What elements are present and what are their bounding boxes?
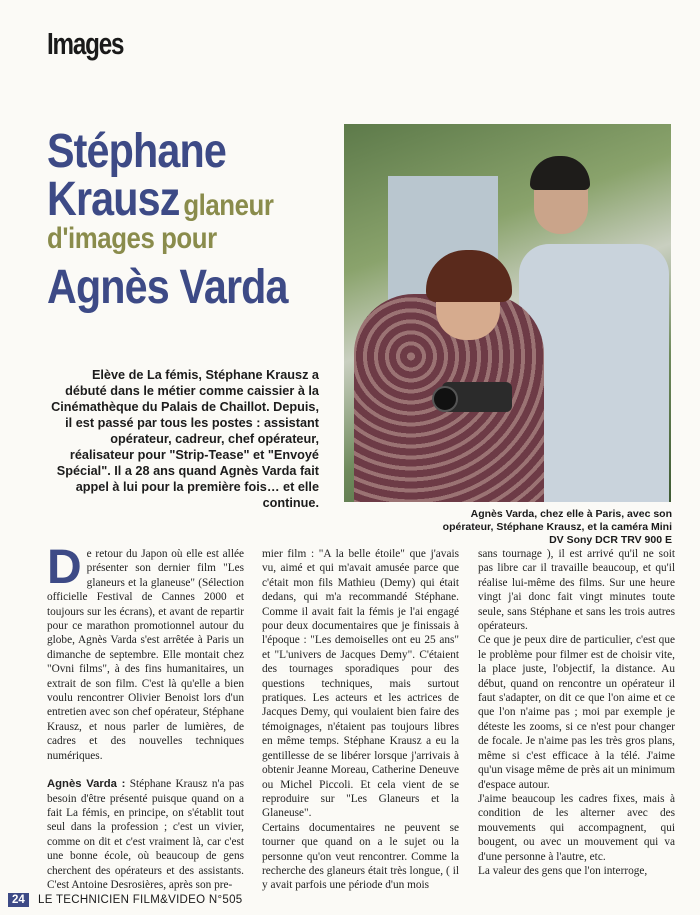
article-title xyxy=(47,125,305,314)
section-heading: Images xyxy=(47,26,124,61)
page-footer xyxy=(0,890,700,915)
article-column-2 xyxy=(262,547,459,893)
article-paragraph-3-cont: sans tournage ), il est arrivé qu'il ne soit pas libre car il travaille beaucoup, et qu'il réalise lui-même des films. Sur une heure vingt j'ai donc fait vingt minutes toute seule, sans Stéphane et sans les trois autres opérateurs. xyxy=(478,548,675,633)
article-paragraph-2-cont: mier film : "A la belle étoile" que j'avais vu, aimé et qui m'avait amusée parce que c'était mon fils Mathieu (Demy) qui était dedans, qui m'a recommandé Stéphane. Comme il avait fait la fémis je l'ai engagé pour deux documentaires que je finissais à l'époque : "Les demoiselles ont eu 25 ans" et "L'univers de Jacques Demy". C'étaient des tournages sporadiques pour des questions techniques, mais surtout pratiques. Les acteurs et les actrices de Jacques Demy, qui voulaient bien faire des témoignages, n'étaient pas toujours libres en même temps. Stéphane Krausz a eu la gentillesse de se libérer lorsque j'arrivais à obtenir Jeanne Moreau, Catherine Deneuve ou Michel Piccoli. Et cela vient de se reproduire sur "Les Glaneurs et la Glaneuse". xyxy=(262,548,459,820)
magazine-name: LE TECHNICIEN FILM&VIDEO N°505 xyxy=(38,894,243,906)
title-line-2-suffix: glaneur xyxy=(183,189,274,222)
article-photo xyxy=(344,124,671,502)
title-line-3: d'images pour xyxy=(47,222,217,255)
article-paragraph-1: De retour du Japon où elle est allée présenter son dernier film "Les glaneurs et la glaneuse" (Sélection officielle Festival de Cannes 2000 et toujours sur les écrans), et avant de repartir pour ce marathon promotionnel autour du globe, Agnès Varda s'est arrêtée à Paris un dimanche de septembre. Elle montait chez "Ovni films", à des fins humanitaires, un extrait de son film. C'est là qu'elle a bien voulu rencontrer Olivier Benoist lors d'un entretien avec son chef opérateur, Stéphane Krausz, et nous parler de lumières, de cadres et des nouvelles techniques numériques. xyxy=(47,541,244,762)
drop-cap: D xyxy=(47,541,82,594)
page-number: 24 xyxy=(8,893,29,907)
article-paragraph-6: La valeur des gens que l'on interroge, xyxy=(478,864,648,877)
article-column-3 xyxy=(478,547,675,878)
article-paragraph-4: Ce que je peux dire de particulier, c'est que le problème pour filmer est de choisir vite, la place juste, l'objectif, la distance. Au début, quand on rencontre un opérateur il faut s'adapter, on dit ce que l'on aime et ce que l'on n'aime pas ; moi par exemple je déteste les zooms, si ce n'est pour changer de focale. Je n'aime pas les très gros plans, même si c'est efficace à la télé. J'aime qu'un visage même de près ait un minimum d'espace autour. xyxy=(478,634,675,791)
article-paragraph-3: Certains documentaires ne peuvent se tourner que quand on a le sujet ou la personne qu'on veut rencontrer. Comme la recherche des glaneurs était très longue, ( il y avait parfois une période d'un mois xyxy=(262,821,459,892)
article-column-1 xyxy=(47,541,244,892)
speaker-label: Agnès Varda : xyxy=(47,778,126,791)
article-paragraph-2: Agnès Varda : Stéphane Krausz n'a pas besoin d'être présenté puisque quand on a fait La fémis, en principe, on s'établit tout seul dans la profession ; c'est un vivier, comme on dit et c'est vraiment là, car c'est une bonne école, où beaucoup de gens cherchent des opérateurs et des assistants. C'est Antoine Desrosières, après son pre- xyxy=(47,778,244,891)
article-lead: Elève de La fémis, Stéphane Krausz a débuté dans le métier comme caissier à la Cinémathèque du Palais de Chaillot. Depuis, il est passé par tous les postes : assistant opérateur, cadreur, chef opérateur, réalisateur pour "Strip-Tease" et "Envoyé Spécial". Il a 28 ans quand Agnès Varda fait appel à lui pour la première fois… et elle continue. xyxy=(51,368,319,510)
photo-caption: Agnès Varda, chez elle à Paris, avec son opérateur, Stéphane Krausz, et la caméra Mini DV Sony DCR TRV 900 E xyxy=(442,508,672,546)
article-paragraph-5: J'aime beaucoup les cadres fixes, mais à condition de les alterner avec des mouvements qui accompagnent, qui bougent, ou avec un mouvement qui va d'une personne à l'autre, etc. xyxy=(478,792,675,863)
title-line-2: Krausz xyxy=(47,173,180,226)
title-line-4: Agnès Varda xyxy=(47,261,288,314)
title-line-1: Stéphane xyxy=(47,125,226,178)
